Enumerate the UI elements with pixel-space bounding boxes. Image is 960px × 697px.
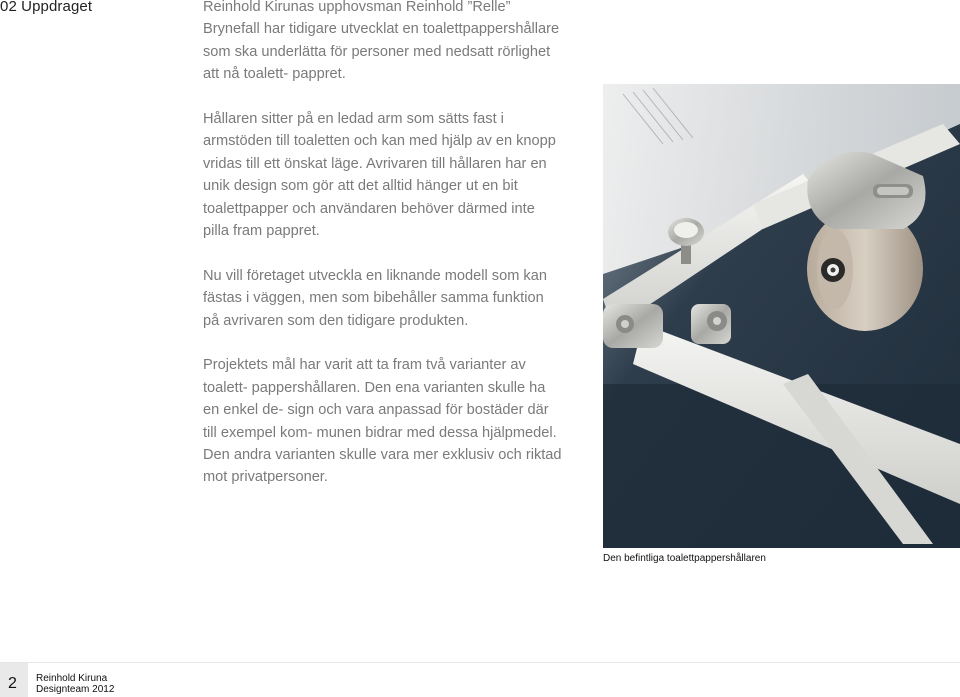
toilet-paper-holder-image <box>603 84 960 548</box>
paragraph-intro: Reinhold Kirunas upphovsman Reinhold ”Relle” Brynefall har tidigare utvecklat en toalettpappershållare som ska underlätta för personer med nedsatt rörlighet att nå toalett- pappret. <box>203 0 560 83</box>
footer-team: Designteam 2012 <box>36 684 115 695</box>
paragraph-holder-description: Hållaren sitter på en ledad arm som sätts fast i armstöden till toaletten och kan med hjälp av en knopp vridas till ett önskat läge. Avrivaren till hållaren har en unik design som gör att det alltid hänger ut en bit toalettpapper och användaren behöver därmed inte pilla fram pappret. <box>203 111 556 240</box>
footer-divider <box>0 662 960 663</box>
section-title: 02 Uppdraget <box>0 0 93 15</box>
paragraph-wall-model: Nu vill företaget utveckla en liknande modell som kan fästas i väggen, men som bibehåller samma funktion på avrivaren som den tidigare produkten. <box>203 267 547 329</box>
footer-name: Reinhold Kiruna <box>36 673 108 684</box>
page-number: 2 <box>8 675 17 692</box>
figure-caption: Den befintliga toalettpappershållaren <box>603 553 766 564</box>
product-photo <box>603 84 960 548</box>
paragraph-project-goal: Projektets mål har varit att ta fram två varianter av toalett- pappershållaren. Den ena varianten skulle ha en enkel de- sign och vara anpassad för bostäder där till exempel kom- munen bidrar med dessa hjälpmedel. Den andra varianten skulle vara mer exklusiv och riktad mot privatpersoner. <box>203 357 562 486</box>
article-body <box>203 0 563 511</box>
